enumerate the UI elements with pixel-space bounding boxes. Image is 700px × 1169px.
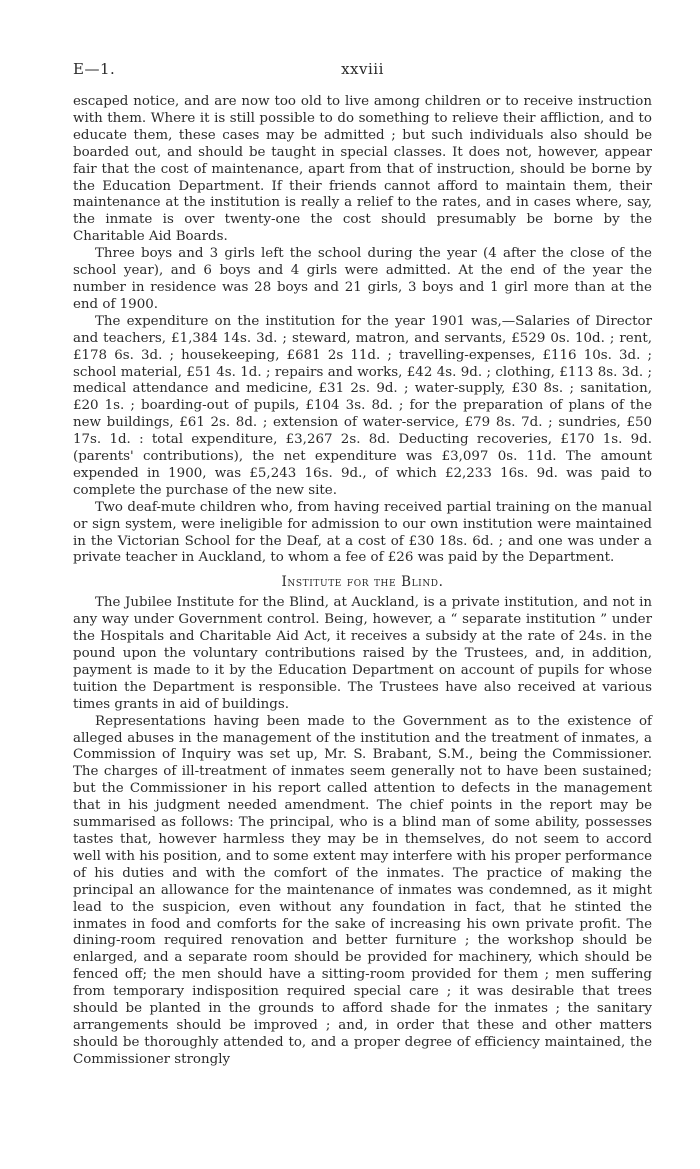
paragraph-continuation: escaped notice, and are now too old to live among children or to receive instruction with them. Where it is still possible to do something to relieve their affliction, and to educate them, these cases may be admitted ; but such individuals also should be boarded out, and should be taught in special classes. It does not, however, appear fair that the cost of maintenance, apart from that of instruction, should be borne by the Education Department. If their friends cannot afford to maintain them, their maintenance at the institution is really a relief to the rates, and in cases where, say, the inmate is over twenty-one the cost should presumably be borne by the Charitable Aid Boards. — [73, 94, 652, 245]
paragraph-expenditure: The expenditure on the institution for the year 1901 was,—Salaries of Director and teachers, £1,384 14s. 3d. ; steward, matron, and servants, £529 0s. 10d. ; rent, £178 6s. 3d. ; housekeeping, £681 2s 11d. ; travelling-expenses, £116 10s. 3d. ; school material, £51 4s. 1d. ; repairs and works, £42 4s. 9d. ; clothing, £113 8s. 3d. ; medical attendance and medicine, £31 2s. 9d. ; water-supply, £30 8s. ; sanitation, £20 1s. ; boarding-out of pupils, £104 3s. 8d. ; for the preparation of plans of the new buildings, £61 2s. 8d. ; extension of water-service, £79 8s. 7d. ; sundries, £50 17s. 1d. : total expenditure, £3,267 2s. 8d. Deducting recoveries, £170 1s. 9d. (parents' contributions), the net expenditure was £3,097 0s. 11d. The amount expended in 1900, was £5,243 16s. 9d., of which £2,233 16s. 9d. was paid to complete the purchase of the new site. — [73, 313, 652, 498]
section-heading: Institute for the Blind. — [281, 574, 444, 591]
page-number: xxviii — [341, 60, 384, 78]
paragraph-jubilee-institute: The Jubilee Institute for the Blind, at Auckland, is a private institution, and not in any way under Government control. Being, however, a “ separate institution ” under the Hospitals and Charitable Aid Act, it receives a subsidy at the rate of 24s. in the pound upon the voluntary contributions raised by the Trustees, and, in addition, payment is made to it by the Education Department on account of pupils for whose tuition the Department is responsible. The Trustees have also received at various times grants in aid of buildings. — [73, 595, 652, 712]
paragraph-attendance: Three boys and 3 girls left the school during the year (4 after the close of the school year), and 6 boys and 4 girls were admitted. At the end of the year the number in residence was 28 boys and 21 girls, 3 boys and 1 girl more than at the end of 1900. — [73, 246, 652, 312]
paragraph-commission-inquiry: Representations having been made to the Government as to the existence of alleged abuses in the management of the institution and the treatment of inmates, a Commission of Inquiry was set up, Mr. S. Brabant, S.M., being the Commissioner. The charges of ill-treatment of inmates seem generally not to have been sustained; but the Commissioner in his report called attention to defects in the management that in his judgment needed amendment. The chief points in the report may be summarised as follows: The principal, who is a blind man of some ability, possesses tastes that, however harmless they may be in themselves, do not seem to accord well with his position, and to some extent may interfere with his proper performance of his duties and with the comfort of the inmates. The practice of making the principal an allowance for the maintenance of inmates was condemned, as it might lead to the suspicion, even without any foundation in fact, that he stinted the inmates in food and comforts for the sake of increasing his own private profit. The dining-room required renovation and better furniture ; the workshop should be enlarged, and a separate room should be provided for machinery, which should be fenced off; the men should have a sitting-room provided for them ; men suffering from temporary indisposition required special care ; it was desirable that trees should be planted in the grounds to afford shade for the inmates ; the sanitary arrangements should be improved ; and, in order that these and other matters should be thoroughly attended to, and a proper degree of efficiency maintained, the Commissioner strongly — [73, 713, 652, 1067]
page-header — [73, 60, 652, 82]
paragraph-deaf-mute-children: Two deaf-mute children who, from having received partial training on the manual or sign system, were ineligible for admission to our own institution were maintained in the Victorian School for the Deaf, at a cost of £30 18s. 6d. ; and one was under a private teacher in Auckland, to whom a fee of £26 was paid by the Department. — [73, 499, 652, 566]
document-page — [73, 60, 652, 1069]
body-text — [73, 94, 652, 1069]
document-reference: E—1. — [73, 60, 116, 78]
